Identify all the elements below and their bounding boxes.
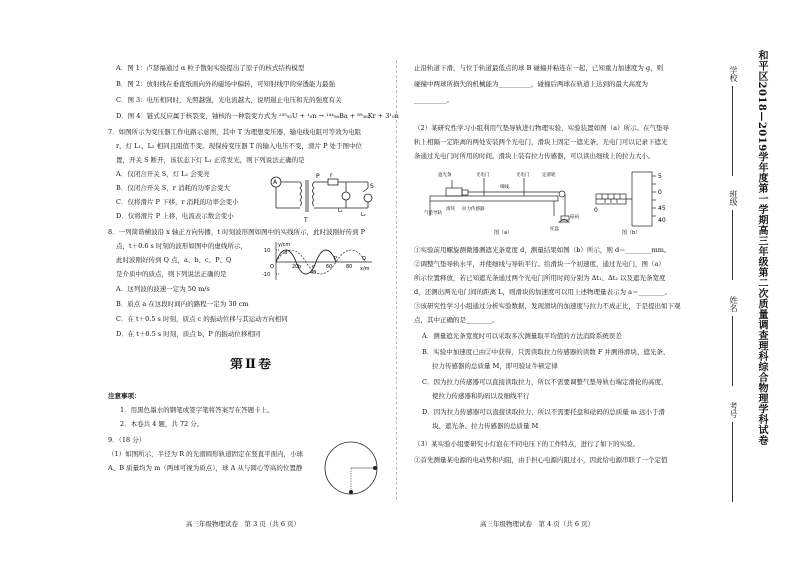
field-class-label: 班级 (729, 190, 738, 206)
notice-heading: 注意事项： (108, 392, 141, 400)
label-air-track: 气垫导轨 (424, 211, 442, 216)
q9-part2-option-a: A．测量遮光条宽度时可以采取多次测量取平均值的方法消除系统误差 (422, 332, 622, 340)
label-slider: 滑块 (446, 207, 455, 212)
q9-part2-option-d: D．因为拉力传感器可以直接读取拉力，所以不需要托盘和砝码的总质量 m 远小于滑 (422, 408, 666, 416)
field-exam-number-blank[interactable] (732, 422, 733, 502)
q7-stem-line: r，灯 L₁、L₂ 相同且阻值不变。现保持变压器 T 的输入电压不变，滑片 P 处于图中位 (116, 142, 363, 150)
q7-option-c: C．仅将滑片 P 下移，r 消耗的功率会变小 (116, 198, 239, 206)
q7-stem-line: 置，开关 S 断开，该状态下灯 L₁ 正常发光，则下列说法正确的是 (116, 156, 305, 164)
label-string: 细线 (500, 185, 509, 190)
micrometer-main-scale-0: 0 (594, 207, 598, 214)
q8-option-a: A．这列波的波速一定为 50 m/s (116, 285, 210, 293)
wave-y-tick-10: 10 (264, 248, 271, 254)
field-school-label: 学校 (729, 66, 738, 82)
wave-x-tick-20: 20 (292, 264, 299, 270)
q8-stem-line: 8．一列简谐横波沿 x 轴正方向传播，t 时刻波形图如图中的实线所示，此时波刚好传到 P (108, 228, 366, 236)
q9-part2-line: （2）某研究性学习小组利用气垫导轨进行物理实验，实验装置如图（a）所示。在气垫导 (414, 124, 670, 132)
q9-part2-option-b: B．实验中加速度已由②中获得，只需读取拉力传感器的读数 F 并测得滑块、遮光条、 (422, 348, 670, 356)
q9-part1-continued: 碰撞中两球所损失的机械能为__________，碰撞后两球在轨道上达到的最大高度为 (414, 80, 648, 88)
q8-option-b: B．质点 a 在这段时间内的路程一定为 30 cm (116, 300, 249, 308)
q9-part2-line: 条通过光电门时所用的时间。滑块上装有拉力传感器，可以读出细线上的拉力大小。 (414, 152, 655, 160)
point-p-label: P (334, 256, 338, 262)
q6-option-a: A．图 1：卢瑟福通过 α 粒子散射实验提出了原子的核式结构模型 (116, 64, 305, 72)
q7-option-a: A．仅闭合开关 S，灯 L₁ 会变亮 (116, 170, 210, 178)
binding-margin (705, 0, 794, 562)
ammeter-label: A (273, 179, 278, 186)
notice-item-2: 2．本卷共 4 题，共 72 分。 (120, 420, 204, 428)
resistor-r-label: r (330, 172, 333, 179)
q9-part2-option-c-cont: 使拉力传感器和钩码以及细线平行 (432, 392, 530, 400)
left-page-footer: 高三年级物理试卷 第 3 页（共 6 页） (186, 520, 301, 528)
field-class-blank[interactable] (732, 210, 733, 280)
field-exam-number-label: 考号 (729, 402, 738, 418)
right-page-footer: 高三年级物理试卷 第 4 页（共 6 页） (480, 520, 595, 528)
transformer-circuit-figure (266, 168, 376, 228)
q9-part2-option-c: C．因为拉力传感器可以直接读取拉力，所以不需要调整气垫导轨右端定滑轮的高度， (422, 378, 668, 386)
q9-part2-item: 点，其中正确的是________。 (414, 316, 499, 324)
point-a-label: a (284, 250, 288, 256)
slider-p-label: P (316, 173, 320, 180)
field-name-label: 姓名 (729, 296, 738, 312)
wave-x-axis-label: x/m (360, 266, 370, 272)
fig-a-caption: 图（a） (494, 230, 513, 236)
q9-part1-line: （1）如图所示，半径为 R 的光滑圆形轨道固定在竖直平面内，小球 (108, 450, 304, 458)
q8-option-c: C．在 t＋0.5 s 时刻，质点 c 的振动位移与其运动方向相同 (116, 315, 288, 323)
wave-x-tick-80: 80 (346, 264, 353, 270)
q9-part2-item: ②调整气垫导轨水平，并使细线与导轨平行。给滑块一个初速度，通过光电门，图（a） (414, 260, 665, 268)
q6-option-d: D．图 4：链式反应属于核裂变，铀核的一种裂变方式为 ²³⁵₉₂U + ¹₀n → ¹⁴⁴₅₆Ba + ⁸⁹₃₆Kr + 3¹₀n (116, 112, 399, 120)
q9-part2-item: 所示位置释放，若已知遮光条通过两个光电门所用时间分别为 Δt₁、Δt₂ 以及遮光条宽度 (414, 274, 666, 282)
label-photogate-2: 光电门 (516, 173, 530, 178)
label-pulley: 定滑轮 (542, 173, 556, 178)
q9-part3-line: ①首先测量某电源的电动势和内阻，由于担心电源内阻过小，因此给电源串联了一个定值 (414, 456, 668, 464)
q9-part3-line: （3）某实验小组要研究小灯泡在不同电压下的工作特点，进行了如下的实验。 (414, 440, 640, 448)
label-force-sensor: 拉力传感器 (462, 207, 485, 212)
label-tray: 托盘 (550, 227, 559, 232)
exam-title-vertical: 和平区2018—2019学年度第一学期高三年级第二次质量调查理科综合物理学科试卷 (756, 50, 767, 446)
q6-option-b: B．图 2：放射线在垂直纸面向外的磁场中偏转，可知射线甲的穿透能力最强 (116, 80, 335, 88)
lamp-l1-label: L₁ (338, 208, 343, 214)
q6-option-c: C．图 3：电压相同时，光照越强，光电流越大，说明遏止电压和光的强度有关 (116, 96, 342, 104)
micrometer-tick-5: 5 (658, 173, 662, 180)
section-title: 第Ⅱ卷 (230, 358, 273, 372)
q9-part2-item: ③该研究性学习小组通过分析实验数据，发现滑块的加速度与拉力不成正比，于是提出如下观 (414, 302, 681, 310)
micrometer-figure (592, 166, 682, 238)
field-school-blank[interactable] (732, 86, 733, 176)
fig-b-caption: 图（b） (622, 230, 641, 236)
q9-part1-continued: 止沿轨道下滑，与位于轨道最低点的球 B 碰撞并粘连在一起，已知重力加速度为 g，则 (414, 64, 664, 72)
circular-track-figure (318, 436, 384, 496)
q8-stem-line: 是介质中的质点，则下列说法正确的是 (116, 270, 227, 278)
wave-y-tick-neg10: -10 (262, 272, 271, 278)
lamp-l2-label: L₂ (361, 212, 366, 218)
wave-x-tick-60: 60 (326, 264, 333, 270)
label-shading-strip: 遮光条 (438, 173, 452, 178)
air-track-apparatus-figure (424, 166, 584, 238)
label-weights: 砝码 (570, 215, 579, 220)
q9-part2-line: 轨上相隔一定距离的两处安装两个光电门，滑块上固定一遮光条，光电门可以记录下遮光 (414, 138, 668, 146)
point-b-label: b (298, 264, 302, 270)
point-c-label: c (312, 264, 315, 270)
q9-part1-line: A、B 质量均为 m（两球可视为质点），球 A 从与圆心等高的位置静 (108, 464, 303, 472)
q8-option-d: D．在 t＋0.5 s 时刻，质点 b、P 的振动位移相同 (116, 330, 261, 338)
field-name-blank[interactable] (732, 316, 733, 386)
point-q-label: Q (362, 256, 366, 262)
wave-graph-figure (262, 240, 377, 284)
q9-part2-option-d-cont: 块、遮光条、拉力传感器的总质量 M (432, 422, 539, 430)
label-photogate-1: 光电门 (476, 173, 490, 178)
wave-origin-label: O (270, 264, 274, 270)
micrometer-tick-40: 40 (658, 217, 666, 224)
q7-stem-line: 7．如图所示为变压器工作电路示意图，其中 T 为理想变压器，输电线电阻可等效为电阻 (108, 128, 362, 136)
micrometer-tick-0: 0 (658, 189, 662, 196)
q7-option-d: D．仅将滑片 P 上移，电流表示数会变小 (116, 212, 234, 220)
switch-s-label: S (370, 183, 374, 190)
micrometer-tick-45: 45 (658, 205, 666, 212)
q7-option-b: B．仅闭合开关 S，r 消耗的功率会变大 (116, 184, 230, 192)
notice-item-1: 1．用黑色墨水的钢笔或签字笔将答案写在答题卡上。 (120, 406, 274, 414)
q9-part1-continued: __________。 (414, 96, 453, 104)
q8-stem-line: 点，t＋0.6 s 时刻的波形如图中的虚线所示， (116, 242, 247, 250)
right-exam-page (394, 0, 700, 562)
q9-heading: 9．（18 分） (108, 436, 146, 444)
q9-part2-item: d，还测出两光电门间的距离 L，则滑块的加速度可以用上述物理量表示为 a＝________。 (414, 288, 671, 296)
q8-stem-line: 此时波刚好传到 Q 点，a、b、c、P、Q (116, 256, 232, 264)
q9-part2-option-b-cont: 拉力传感器的总质量 M，即可验证牛顿定律 (432, 362, 558, 370)
wave-y-axis-label: y/cm (278, 242, 291, 248)
transformer-t-label: T (304, 217, 308, 224)
wave-x-tick-40: 40 (310, 270, 317, 276)
q9-part2-item: ①实验前用螺旋测微器测遮光条宽度 d，测量结果如图（b）所示，则 d＝________mm。 (414, 246, 671, 254)
